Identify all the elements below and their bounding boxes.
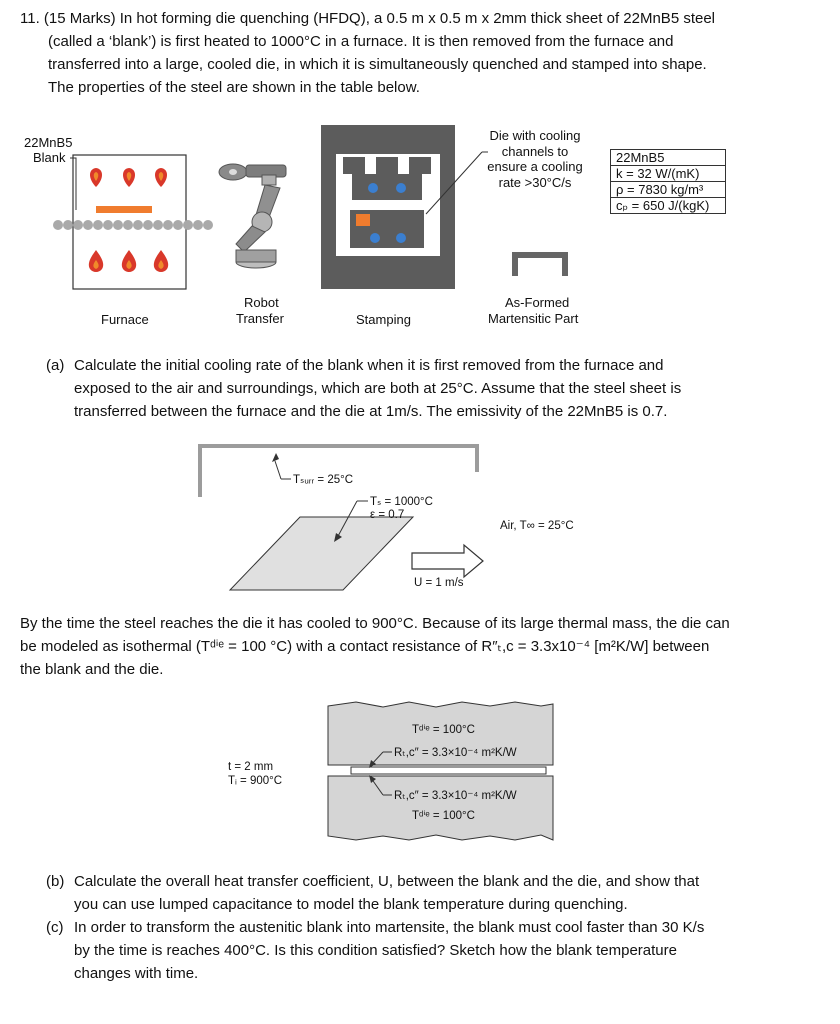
properties-row: cₚ = 650 J/(kgK) (611, 198, 726, 214)
ts-label: Tₛ = 1000°C (370, 496, 433, 508)
flame-icon (154, 250, 168, 272)
mid-line: By the time the steel reaches the die it has cooled to 900°C. Because of its large thermal mass, the die can (20, 615, 730, 632)
part-c-text (74, 916, 704, 985)
flame-icon (155, 168, 167, 187)
question-line: 11. (15 Marks) In hot forming die quenching (HFDQ), a 0.5 m x 0.5 m x 2mm thick sheet of 22MnB5 steel (20, 10, 716, 27)
mid-paragraph (20, 612, 730, 681)
properties-row: k = 32 W/(mK) (611, 166, 726, 182)
tdie-top-label: Tᵈⁱᵉ = 100°C (412, 724, 475, 736)
properties-table (610, 149, 726, 214)
die-note-line: channels to (501, 143, 569, 159)
question-line: The properties of the steel are shown in the table below. (48, 79, 420, 96)
part-b-line: Calculate the overall heat transfer coefficient, U, between the blank and the die, and show that (74, 873, 700, 890)
part-b-line: you can use lumped capacitance to model the blank temperature during quenching. (74, 896, 628, 913)
die-note (470, 128, 600, 190)
properties-row: ρ = 7830 kg/m³ (611, 182, 726, 198)
flame-icon (123, 168, 135, 187)
blank-label-name: Blank (33, 150, 66, 165)
mid-line: be modeled as isothermal (Tᵈⁱᵉ = 100 °C) with a contact resistance of R″ₜ,c = 3.3x10⁻⁴ [m²K/W] between (20, 638, 710, 655)
mid-line: the blank and the die. (20, 661, 164, 678)
part-a-line: transferred between the furnace and the die at 1m/s. The emissivity of the 22MnB5 is 0.7. (74, 403, 668, 420)
question-line: (called a ‘blank’) is first heated to 1000°C in a furnace. It is then removed from the furnace and (48, 33, 674, 50)
part-label-2: Martensitic Part (488, 311, 579, 326)
part-a-text (74, 354, 681, 423)
part-a-line: exposed to the air and surroundings, which are both at 25°C. Assume that the steel sheet is (74, 380, 682, 397)
flame-icon (122, 250, 136, 272)
thickness-label: t = 2 mm (228, 761, 274, 773)
robot-label: Robot (244, 295, 279, 310)
furnace-label: Furnace (101, 312, 149, 327)
rtc-top-label: Rₜ,c″ = 3.3×10⁻⁴ m²K/W (394, 747, 517, 759)
part-c-tag: (c) (46, 919, 64, 936)
blank-label-material: 22MnB5 (24, 135, 73, 150)
ti-label: Tᵢ = 900°C (228, 775, 283, 787)
part-a-line: Calculate the initial cooling rate of the blank when it is first removed from the furnace and (74, 357, 664, 374)
tsurr-label: Tₛᵤᵣᵣ = 25°C (293, 474, 354, 486)
stamping-label: Stamping (356, 312, 411, 327)
die-note-line: rate >30°C/s (498, 174, 572, 190)
part-label: As-Formed (505, 295, 570, 310)
tdie-bottom-label: Tᵈⁱᵉ = 100°C (412, 810, 475, 822)
velocity-label: U = 1 m/s (414, 577, 464, 589)
die-note-line: ensure a cooling (487, 159, 583, 174)
question-line: transferred into a large, cooled die, in which it is simultaneously quenched and stamped into shape. (48, 56, 707, 73)
flame-icon (89, 250, 103, 272)
die-note-line: Die with cooling (489, 128, 581, 143)
part-b-tag: (b) (46, 873, 65, 890)
properties-row: 22MnB5 (611, 150, 726, 166)
rtc-bottom-label: Rₜ,c″ = 3.3×10⁻⁴ m²K/W (394, 790, 517, 802)
part-c-line: changes with time. (74, 965, 199, 982)
part-c-line: In order to transform the austenitic blank into martensite, the blank must cool faster than 30 K/s (74, 919, 705, 936)
robot-transfer-label: Transfer (236, 311, 284, 326)
air-label: Air, T∞ = 25°C (500, 520, 574, 532)
part-a-tag: (a) (46, 357, 65, 374)
part-c-line: by the time is reaches 400°C. Is this condition satisfied? Sketch how the blank temperature (74, 942, 677, 959)
flame-icon (90, 168, 102, 187)
emissivity-label: ε = 0.7 (370, 509, 405, 521)
part-b-text (74, 870, 699, 916)
